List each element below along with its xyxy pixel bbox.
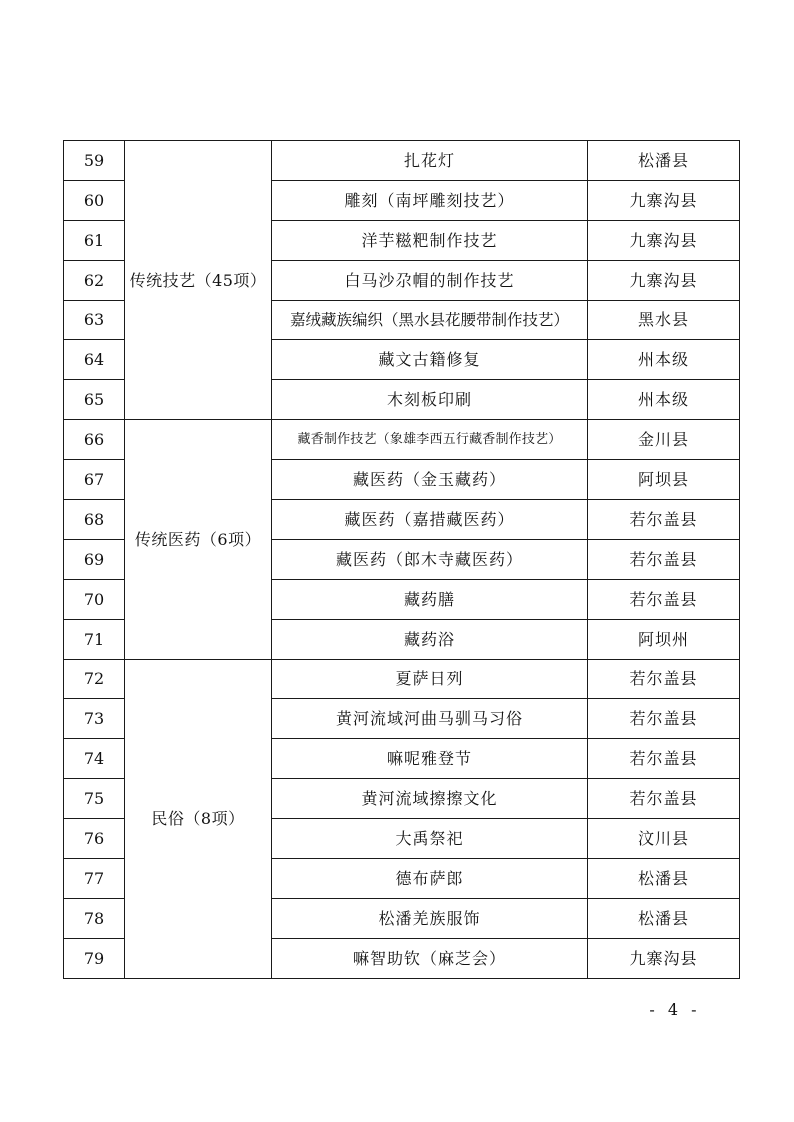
item-name: 藏香制作技艺（象雄李西五行藏香制作技艺） — [272, 420, 588, 460]
item-region: 松潘县 — [588, 141, 740, 181]
row-number: 74 — [64, 739, 125, 779]
item-region: 阿坝州 — [588, 619, 740, 659]
item-region: 九寨沟县 — [588, 220, 740, 260]
row-number: 72 — [64, 659, 125, 699]
category-cell: 传统医药（6项） — [125, 420, 272, 659]
row-number: 65 — [64, 380, 125, 420]
row-number: 61 — [64, 220, 125, 260]
item-region: 松潘县 — [588, 898, 740, 938]
row-number: 75 — [64, 779, 125, 819]
item-name: 松潘羌族服饰 — [272, 898, 588, 938]
row-number: 71 — [64, 619, 125, 659]
item-region: 州本级 — [588, 380, 740, 420]
item-region: 九寨沟县 — [588, 938, 740, 978]
row-number: 69 — [64, 539, 125, 579]
item-region: 若尔盖县 — [588, 539, 740, 579]
row-number: 66 — [64, 420, 125, 460]
item-name: 扎花灯 — [272, 141, 588, 181]
item-name: 藏医药（郎木寺藏医药） — [272, 539, 588, 579]
row-number: 70 — [64, 579, 125, 619]
row-number: 60 — [64, 180, 125, 220]
table-row — [64, 141, 740, 181]
item-region: 松潘县 — [588, 859, 740, 899]
row-number: 77 — [64, 859, 125, 899]
row-number: 67 — [64, 460, 125, 500]
item-region: 若尔盖县 — [588, 659, 740, 699]
row-number: 59 — [64, 141, 125, 181]
item-name: 黄河流域擦擦文化 — [272, 779, 588, 819]
item-region: 州本级 — [588, 340, 740, 380]
item-name: 黄河流域河曲马驯马习俗 — [272, 699, 588, 739]
category-cell: 传统技艺（45项） — [125, 141, 272, 420]
item-name: 夏萨日列 — [272, 659, 588, 699]
item-name: 藏医药（金玉藏药） — [272, 460, 588, 500]
item-name: 洋芋糍粑制作技艺 — [272, 220, 588, 260]
item-region: 若尔盖县 — [588, 579, 740, 619]
item-name: 白马沙尕帽的制作技艺 — [272, 260, 588, 300]
row-number: 62 — [64, 260, 125, 300]
item-region: 阿坝县 — [588, 460, 740, 500]
item-name: 嘛智助钦（麻芝会） — [272, 938, 588, 978]
item-region: 若尔盖县 — [588, 739, 740, 779]
item-region: 九寨沟县 — [588, 260, 740, 300]
item-name: 德布萨郎 — [272, 859, 588, 899]
category-cell: 民俗（8项） — [125, 659, 272, 978]
item-name: 藏药膳 — [272, 579, 588, 619]
row-number: 76 — [64, 819, 125, 859]
row-number: 64 — [64, 340, 125, 380]
item-region: 汶川县 — [588, 819, 740, 859]
item-name: 藏医药（嘉措藏医药） — [272, 500, 588, 540]
row-number: 73 — [64, 699, 125, 739]
item-region: 金川县 — [588, 420, 740, 460]
item-name: 藏药浴 — [272, 619, 588, 659]
item-name: 大禹祭祀 — [272, 819, 588, 859]
page-number: - 4 - — [649, 1000, 701, 1019]
heritage-list-table — [63, 140, 740, 979]
item-name: 木刻板印刷 — [272, 380, 588, 420]
item-name: 嘛呢雅登节 — [272, 739, 588, 779]
row-number: 79 — [64, 938, 125, 978]
row-number: 78 — [64, 898, 125, 938]
item-name: 藏文古籍修复 — [272, 340, 588, 380]
item-region: 若尔盖县 — [588, 699, 740, 739]
row-number: 68 — [64, 500, 125, 540]
item-name: 嘉绒藏族编织（黑水县花腰带制作技艺） — [272, 300, 588, 340]
row-number: 63 — [64, 300, 125, 340]
table-row — [64, 420, 740, 460]
item-region: 黑水县 — [588, 300, 740, 340]
item-region: 若尔盖县 — [588, 779, 740, 819]
item-name: 雕刻（南坪雕刻技艺） — [272, 180, 588, 220]
item-region: 若尔盖县 — [588, 500, 740, 540]
item-region: 九寨沟县 — [588, 180, 740, 220]
table-row — [64, 659, 740, 699]
